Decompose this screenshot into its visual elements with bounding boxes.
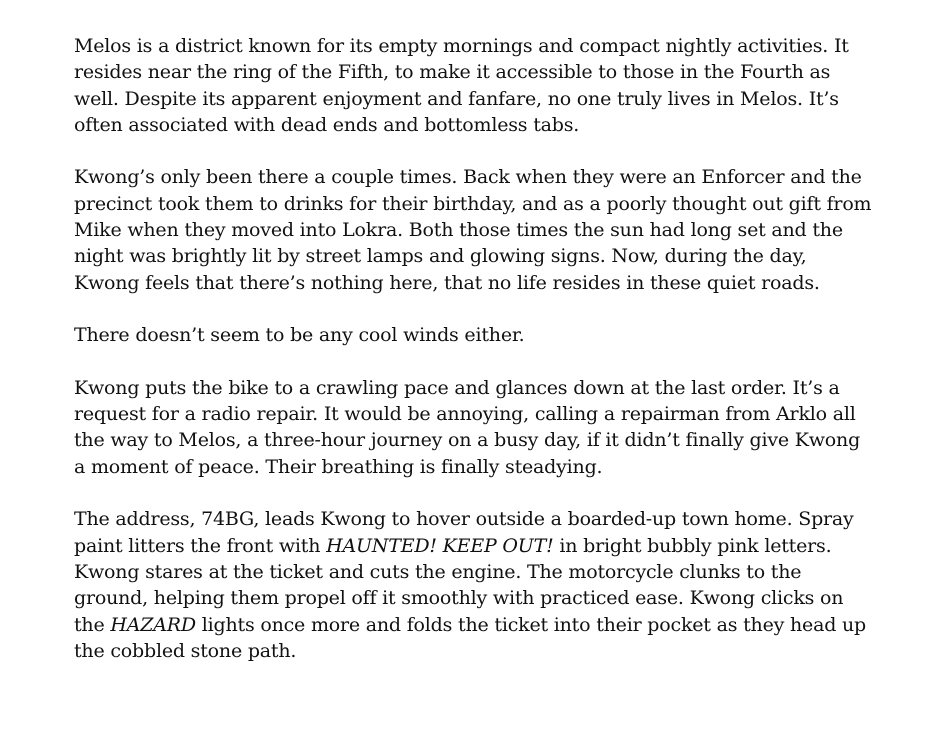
paragraph-4 xyxy=(74,375,874,480)
paragraph-text: lights once more and folds the ticket into their pocket as they head up the cobbled stone path. xyxy=(74,613,867,662)
paragraph-5 xyxy=(74,506,874,664)
paragraph-1 xyxy=(74,33,874,138)
paragraph-text: in bright bubbly pink letters. Kwong stares at the ticket and cuts the engine. The motorcycle clunks to the ground, helping them propel off it smoothly with practiced ease. Kwong clicks on the xyxy=(74,534,844,636)
paragraph-text: Kwong puts the bike to a crawling pace and glances down at the last order. It’s a request for a radio repair. It would be annoying, calling a repairman from Arklo all the way to Melos, a three-hour journey on a busy day, if it didn’t finally give Kwong a moment of peace. Their breathing is finally steadying. xyxy=(74,376,861,478)
italic-hazard-text: HAZARD xyxy=(110,613,196,636)
paragraph-text: There doesn’t seem to be any cool winds either. xyxy=(74,324,525,347)
paragraph-text: The address, 74BG, leads Kwong to hover outside a boarded-up town home. Spray paint litters the front with xyxy=(74,508,854,557)
italic-sign-text: HAUNTED! KEEP OUT! xyxy=(326,534,554,557)
paragraph-text: Kwong’s only been there a couple times. Back when they were an Enforcer and the precinct took them to drinks for their birthday, and as a poorly thought out gift from Mike when they moved into Lokra. Both those times the sun had long set and the night was brightly lit by street lamps and glowing signs. Now, during the day, Kwong feels that there’s nothing here, that no life resides in these quiet roads. xyxy=(74,166,872,294)
document-body xyxy=(74,33,874,664)
paragraph-3 xyxy=(74,322,874,348)
paragraph-2 xyxy=(74,164,874,295)
paragraph-text: Melos is a district known for its empty mornings and compact nightly activities. It resides near the ring of the Fifth, to make it accessible to those in the Fourth as well. Despite its apparent enjoyment and fanfare, no one truly lives in Melos. It’s often associated with dead ends and bottomless tabs. xyxy=(74,35,849,136)
